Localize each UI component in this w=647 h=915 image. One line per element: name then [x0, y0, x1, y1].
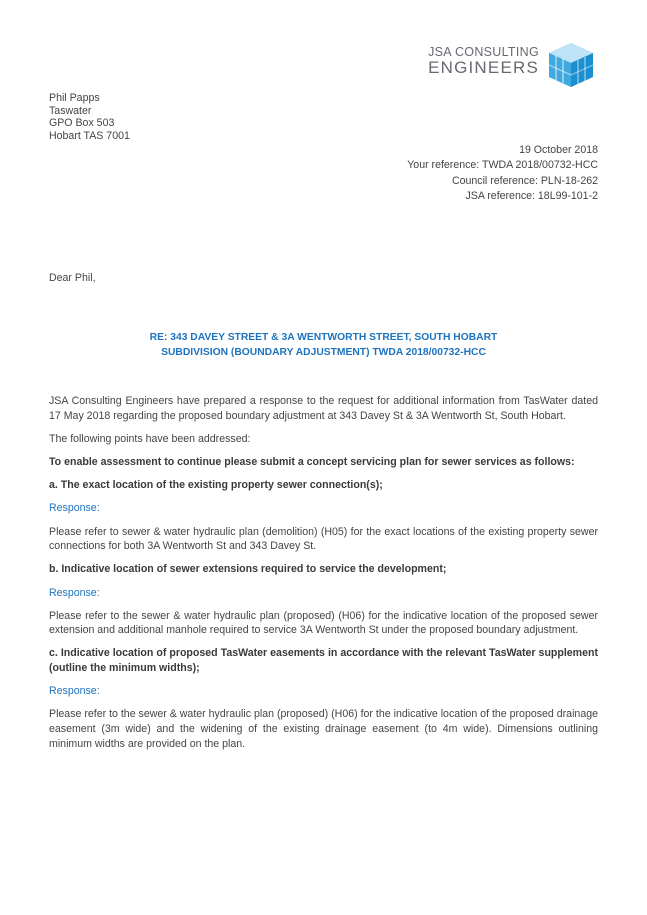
request-statement: To enable assessment to continue please submit a concept servicing plan for sewer services as follows:	[49, 455, 575, 468]
item-a-response-label: Response:	[49, 502, 100, 515]
item-c-response: Please refer to the sewer & water hydraulic plan (proposed) (H06) for the indicative location of the proposed drainage easement (3m wide) and the widening of the existing drainage easement (to 4m wide). Dimensions outlining minimum widths are provided on the plan.	[49, 708, 598, 750]
recipient-box: GPO Box 503	[49, 117, 115, 130]
reference-block	[407, 143, 598, 204]
item-b-response: Please refer to the sewer & water hydraulic plan (proposed) (H06) for the indicative location of the proposed sewer extension and additional manhole required to service 3A Wentworth St under the proposed boundary adjustment.	[49, 609, 598, 637]
subject-heading	[49, 331, 598, 360]
item-a-response: Please refer to sewer & water hydraulic plan (demolition) (H05) for the exact locations of the existing property sewer connections for both 3A Wentworth St and 343 Davey St.	[49, 525, 598, 553]
recipient-address	[49, 92, 130, 143]
logo-text	[428, 36, 539, 77]
salutation: Dear Phil,	[49, 272, 96, 284]
intro-paragraph: JSA Consulting Engineers have prepared a response to the request for additional information from TasWater dated 17 May 2018 regarding the proposed boundary adjustment at 343 Davey St & 3A Wentworth St, South Hobart.	[49, 395, 598, 422]
logo-line2: ENGINEERS	[428, 58, 539, 77]
item-b-response-label: Response:	[49, 586, 100, 599]
points-intro: The following points have been addressed:	[49, 432, 251, 445]
subject-line2: SUBDIVISION (BOUNDARY ADJUSTMENT) TWDA 2018/00732-HCC	[161, 346, 486, 358]
cube-logo-icon	[545, 39, 597, 91]
council-reference: Council reference: PLN-18-262	[451, 174, 598, 187]
subject-line1: RE: 343 DAVEY STREET & 3A WENTWORTH STREET, SOUTH HOBART	[149, 332, 498, 343]
item-c-heading: c. Indicative location of proposed TasWater easements in accordance with the relevant TasWater supplement (outline the minimum widths);	[49, 647, 598, 675]
recipient-org: Taswater	[49, 104, 92, 117]
company-logo	[377, 36, 597, 96]
letter-date: 19 October 2018	[519, 144, 598, 156]
item-a-heading: a. The exact location of the existing property sewer connection(s);	[49, 479, 383, 492]
letter-body	[49, 394, 598, 760]
logo-line1: JSA CONSULTING	[428, 45, 539, 59]
item-c-response-label: Response:	[49, 685, 100, 698]
recipient-name: Phil Papps	[49, 92, 100, 104]
your-reference: Your reference: TWDA 2018/00732-HCC	[407, 159, 598, 172]
recipient-city: Hobart TAS 7001	[49, 130, 130, 143]
item-b-heading: b. Indicative location of sewer extensions required to service the development;	[49, 563, 447, 576]
jsa-reference: JSA reference: 18L99-101-2	[465, 189, 598, 202]
